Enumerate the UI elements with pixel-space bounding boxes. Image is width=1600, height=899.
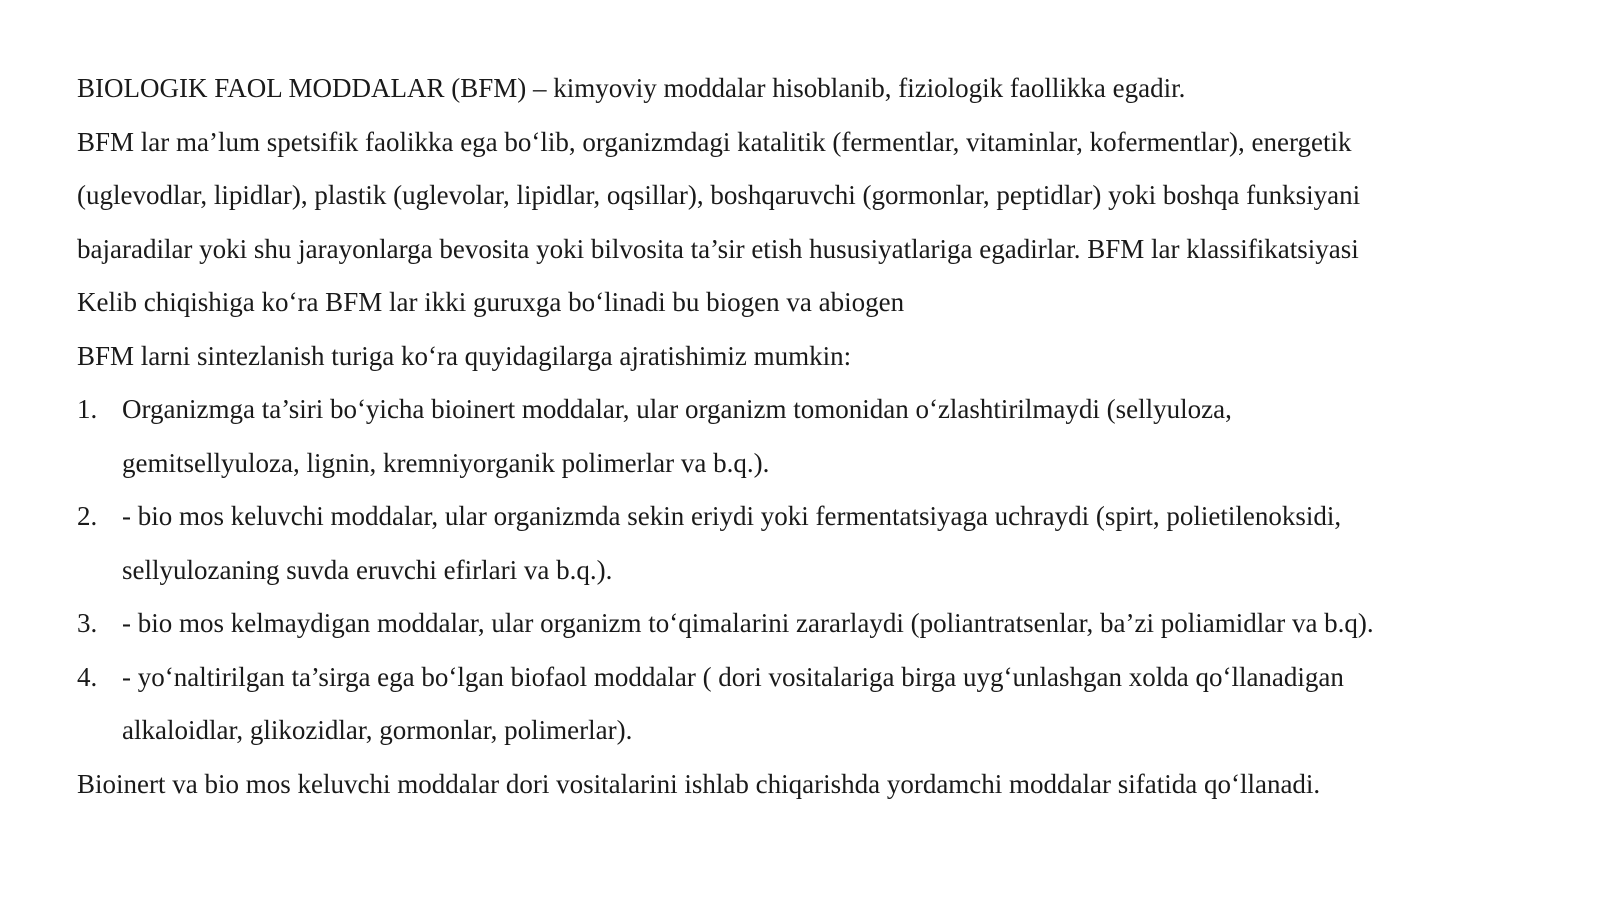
intro-line: BIOLOGIK FAOL MODDALAR (BFM) – kimyoviy moddalar hisoblanib, fiziologik faollikka egadir. [77,73,1186,103]
classification-list [77,383,1527,758]
list-item-number: 4. [77,661,98,692]
list-item-line: - bio mos keluvchi moddalar, ular organizmda sekin eriydi yoki fermentatsiyaga uchraydi (spirt, polietilenoksidi, [122,501,1342,531]
list-item-line: - yoʻnaltirilgan ta’sirga ega boʻlgan biofaol moddalar ( dori vositalariga birga uygʻunlashgan xolda qoʻllanadigan [122,661,1344,692]
list-item-number: 1. [77,394,98,424]
list-item [77,597,1527,651]
list-item-number: 3. [77,608,98,638]
list-item-line: sellyulozaning suvda eruvchi efirlari va b.q.). [122,554,613,585]
paragraph-line: (uglevodlar, lipidlar), plastik (uglevolar, lipidlar, oqsillar), boshqaruvchi (gormonlar, peptidlar) yoki boshqa funksiyani [77,180,1361,210]
list-item [77,651,1527,758]
list-item-line: Organizmga ta’siri boʻyicha bioinert moddalar, ular organizm tomonidan oʻzlashtirilmaydi (sellyuloza, [122,394,1232,424]
list-item-line: alkaloidlar, glikozidlar, gormonlar, polimerlar). [122,715,633,745]
document-body [77,62,1527,811]
synthesis-line: BFM larni sintezlanish turiga koʻra quyidagilarga ajratishimiz mumkin: [77,340,852,371]
list-item [77,383,1527,490]
list-item-line: - bio mos kelmaydigan moddalar, ular organizm toʻqimalarini zararlaydi (poliantratsenlar, ba’zi poliamidlar va b.q). [122,608,1374,638]
list-item-line: gemitsellyuloza, lignin, kremniyorganik polimerlar va b.q.). [122,447,770,478]
list-item-number: 2. [77,501,98,531]
paragraph-line: bajaradilar yoki shu jarayonlarga bevosita yoki bilvosita ta’sir etish hususiyatlariga egadirlar. BFM lar klassifikatsiyasi [77,233,1359,264]
paragraph-line: BFM lar ma’lum spetsifik faolikka ega boʻlib, organizmdagi katalitik (fermentlar, vitaminlar, kofermentlar), energetik [77,126,1352,157]
origin-line: Kelib chiqishiga koʻra BFM lar ikki guruxga boʻlinadi bu biogen va abiogen [77,287,905,317]
list-item [77,490,1527,597]
closing-line: Bioinert va bio mos keluvchi moddalar dori vositalarini ishlab chiqarishda yordamchi moddalar sifatida qoʻllanadi. [77,768,1321,799]
